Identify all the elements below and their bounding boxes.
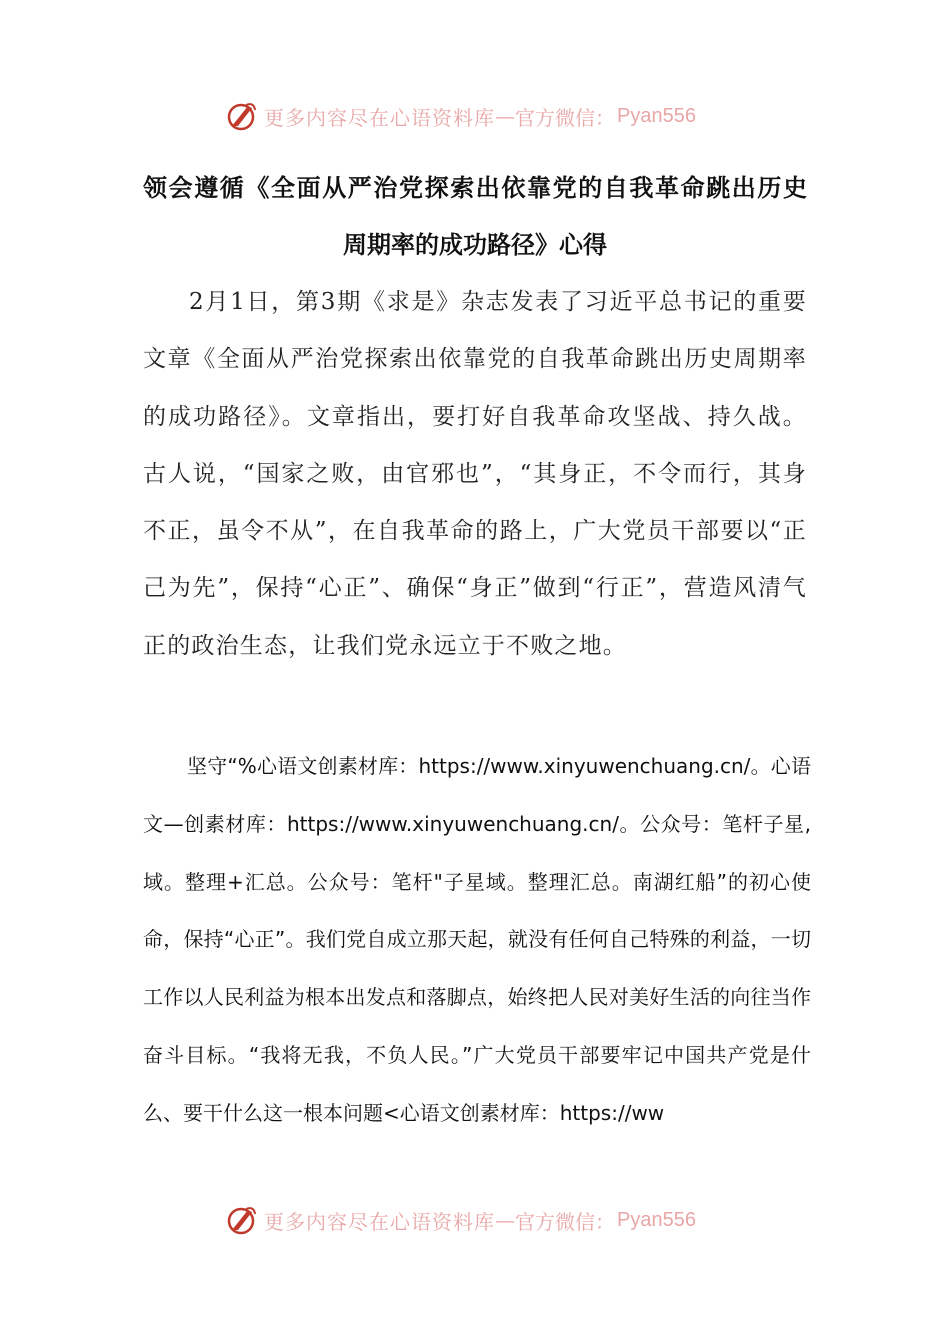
wechat-label: 官方微信： (515, 1209, 615, 1234)
document-title-line-2: 周期率的成功路径》心得 (343, 231, 607, 259)
header-banner (226, 96, 696, 136)
quill-logo-icon (226, 100, 258, 132)
paragraph-1: 2月1日，第3期《求是》杂志发表了习近平总书记的重要文章《全面从严治党探索出依靠党的自我革命跳出历史周期率的成功路径》。文章指出，要打好自我革命攻坚战、持久战。古人说，“国家之败，由官邪也”，“其身正，不令而行，其身不正，虽令不从”，在自我革命的路上，广大党员干部要以“正己为先”，保持“心正”、确保“身正”做到“行正”，营造风清气正的政治生态，让我们党永远立于不败之地。 (143, 289, 807, 659)
wechat-id: Pyan556 (617, 104, 696, 127)
document-title-line-1: 领会遵循《全面从严治党探索出依靠党的自我革命跳出历史 (143, 174, 807, 202)
wechat-id: Pyan556 (617, 1208, 696, 1231)
quill-logo-icon (226, 1204, 258, 1236)
paragraph-2: 坚守“%心语文创素材库：https://www.xinyuwenchuang.cn/。心语文—创素材库：https://www.xinyuwenchuang.cn/。公众号：笔杆子星,域。整理+汇总。公众号：笔杆"子星域。整理汇总。南湖红船”的初心使命，保持“心正”。我们党自成立那天起，就没有任何自己特殊的利益，一切工作以人民利益为根本出发点和落脚点，始终把人民对美好生活的向往当作奋斗目标。“我将无我，不负人民。”广大党员干部要牢记中国共产党是什么、要干什么这一根本问题<心语文创素材库：https://ww (143, 754, 811, 1125)
footer-banner (226, 1200, 696, 1240)
banner-text: 更多内容尽在心语资料库 (264, 1209, 495, 1234)
wechat-label: 官方微信： (515, 105, 615, 130)
banner-separator: — (495, 104, 515, 128)
banner-separator: — (495, 1208, 515, 1232)
banner-text: 更多内容尽在心语资料库 (264, 105, 495, 130)
